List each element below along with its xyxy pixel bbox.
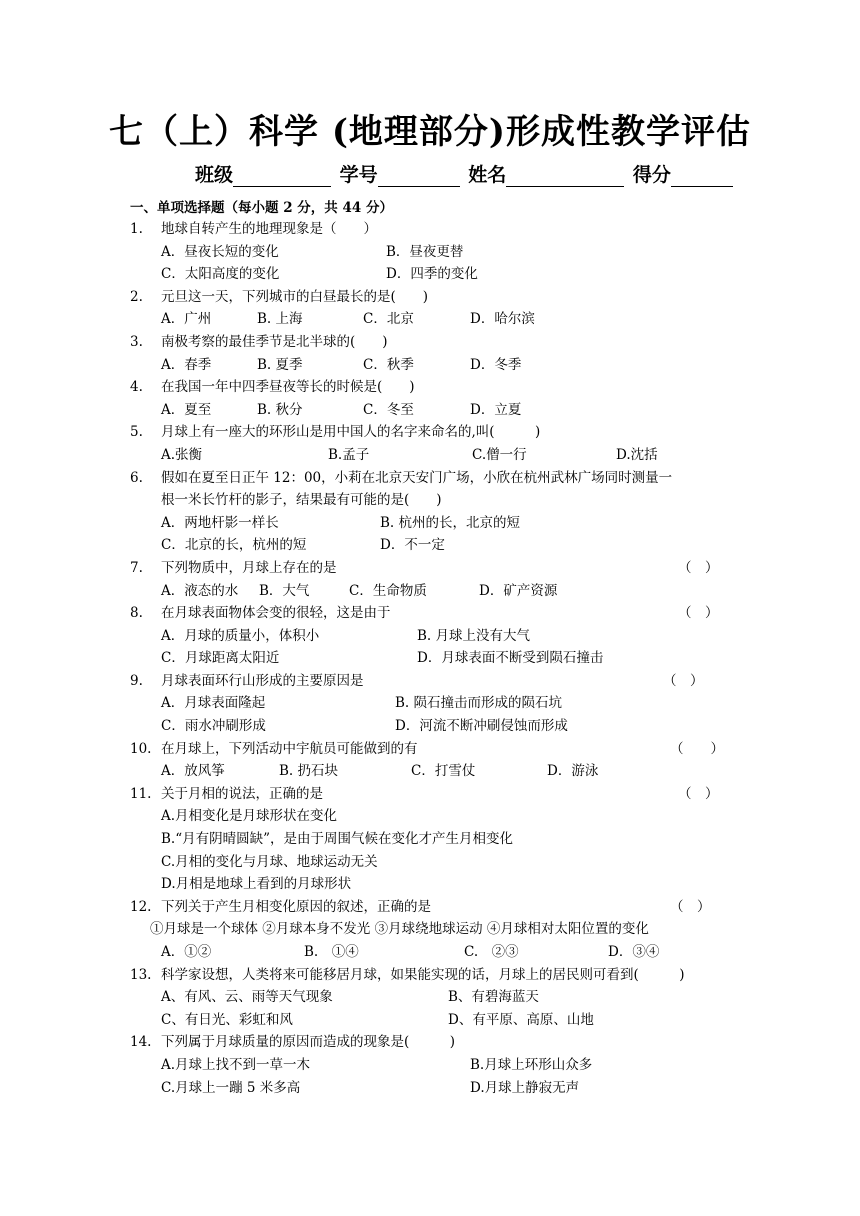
option-a[interactable]: A．月球的质量小，体积小 (161, 627, 320, 644)
option-b[interactable]: B. 扔石块 (279, 763, 339, 780)
name-label: 姓名 (468, 164, 507, 186)
answer-parentheses[interactable]: （ ） (670, 898, 711, 915)
question-3 (130, 331, 740, 354)
option-row (130, 534, 740, 557)
question-stem: 下列关于产生月相变化原因的叙述，正确的是 (161, 898, 431, 915)
question-number: 4. (130, 379, 143, 396)
question-stem: 元旦这一天，下列城市的白昼最长的是( ) (161, 288, 429, 305)
option-d[interactable]: D．③④ (608, 944, 660, 960)
option-a[interactable]: A．①② (161, 944, 212, 960)
question-stem: 地球自转产生的地理现象是（ ） (161, 221, 377, 237)
option-d[interactable]: D．矿产资源 (479, 582, 558, 599)
question-stem: 下列物质中，月球上存在的是 (161, 559, 337, 576)
option-row (130, 715, 740, 738)
option-row (130, 354, 740, 377)
option-d[interactable]: D．游泳 (547, 763, 599, 780)
option-d[interactable]: D．哈尔滨 (470, 311, 535, 328)
question-number: 5. (130, 424, 143, 441)
question-stem: 在月球表面物体会变的很轻，这是由于 (161, 605, 391, 622)
question-10 (130, 738, 740, 761)
statement-list: ①月球是一个球体 ②月球本身不发光 ③月球绕地球运动 ④月球相对太阳位置的变化 (150, 921, 649, 938)
question-7 (130, 557, 740, 580)
question-number: 13. (130, 966, 152, 983)
option-row (130, 444, 740, 467)
score-blank[interactable] (671, 166, 733, 187)
option-a[interactable]: A．夏至 (161, 401, 212, 418)
question-number: 14. (130, 1034, 152, 1051)
question-stem-continuation (130, 489, 740, 512)
answer-parentheses[interactable]: （ ） (678, 605, 719, 622)
option-row (130, 873, 740, 896)
option-b[interactable]: B．大气 (259, 582, 310, 599)
question-12 (130, 896, 740, 919)
option-d[interactable]: D．立夏 (470, 401, 522, 418)
option-b[interactable]: B. 秋分 (257, 401, 303, 418)
answer-parentheses[interactable]: （ ） (678, 785, 719, 802)
option-b[interactable]: B.月球上环形山众多 (470, 1056, 593, 1073)
option-d[interactable]: D．四季的变化 (386, 266, 478, 283)
option-c[interactable]: C、有日光、彩虹和风 (161, 1011, 293, 1028)
student-info-row (195, 160, 735, 187)
option-d[interactable]: D.月球上静寂无声 (470, 1079, 580, 1096)
option-c[interactable]: C.月相的变化与月球、地球运动无关 (161, 853, 378, 870)
question-number: 7. (130, 559, 143, 576)
option-row (130, 692, 740, 715)
question-number: 8. (130, 605, 143, 622)
option-row (130, 647, 740, 670)
question-stem: 月球上有一座大的环形山是用中国人的名字来命名的,叫( ) (161, 424, 541, 441)
option-b[interactable]: B. 陨石撞击而形成的陨石坑 (395, 695, 563, 712)
question-stem: 假如在夏至日正午 12：00，小莉在北京天安门广场，小欣在杭州武林广场同时测量一 (161, 469, 673, 486)
question-stem-line2: 根一米长竹杆的影子，结果最有可能的是( ) (161, 492, 442, 509)
question-11 (130, 783, 740, 806)
option-row (130, 828, 740, 851)
option-row (130, 580, 740, 603)
class-blank[interactable] (233, 166, 331, 187)
option-a[interactable]: A．昼夜长短的变化 (161, 243, 279, 260)
option-d[interactable]: D．河流不断冲刷侵蚀而形成 (395, 718, 568, 735)
option-a[interactable]: A．两地杆影一样长 (161, 514, 279, 531)
option-c[interactable]: C.月球上一蹦 5 米多高 (161, 1079, 301, 1096)
question-14 (130, 1031, 740, 1054)
score-label: 得分 (632, 164, 671, 186)
option-row (130, 625, 740, 648)
option-b[interactable]: B. 杭州的长，北京的短 (380, 514, 521, 531)
question-9 (130, 670, 740, 693)
option-b[interactable]: B.“月有阴晴圆缺”，是由于周围气候在变化才产生月相变化 (161, 831, 514, 848)
option-b[interactable]: B. 月球上没有大气 (417, 627, 531, 644)
option-c[interactable]: C．北京 (363, 311, 414, 328)
option-b[interactable]: B. 上海 (257, 311, 303, 328)
option-row (130, 263, 740, 286)
option-d[interactable]: D．冬季 (470, 356, 522, 373)
question-4 (130, 376, 740, 399)
option-d[interactable]: D、有平原、高原、山地 (448, 1011, 594, 1028)
option-d[interactable]: D．不一定 (380, 537, 445, 554)
option-a[interactable]: A．液态的水 (161, 582, 239, 599)
question-list (130, 218, 740, 1099)
question-2 (130, 286, 740, 309)
question-stem: 南极考察的最佳季节是北半球的( ) (161, 333, 388, 350)
question-stem: 在我国一年中四季昼夜等长的时候是( ) (161, 379, 415, 396)
option-row (130, 851, 740, 874)
question-1 (130, 218, 740, 241)
answer-parentheses[interactable]: （ ） (678, 559, 719, 576)
question-number: 9. (130, 672, 143, 689)
question-number: 12. (130, 898, 152, 915)
class-label: 班级 (195, 164, 234, 186)
question-number: 3. (130, 333, 143, 350)
option-row (130, 805, 740, 828)
answer-parentheses[interactable]: （ ） (663, 672, 704, 689)
question-number: 2. (130, 288, 143, 305)
option-a[interactable]: A.月相变化是月球形状在变化 (161, 808, 338, 825)
question-number: 1. (130, 221, 143, 237)
option-a[interactable]: A.月球上找不到一草一木 (161, 1056, 311, 1073)
question-13 (130, 964, 740, 987)
option-c[interactable]: C．月球距离太阳近 (161, 650, 280, 667)
question-6 (130, 467, 740, 490)
option-row (130, 941, 740, 964)
question-5 (130, 421, 740, 444)
option-row (130, 241, 740, 264)
option-row (130, 399, 740, 422)
question-stem: 在月球上，下列活动中宇航员可能做到的有 (161, 740, 418, 757)
option-c[interactable]: C．雨水冲刷形成 (161, 718, 266, 735)
question-stem: 关于月相的说法，正确的是 (161, 785, 323, 802)
page-title: 七（上）科学 (地理部分)形成性教学评估 (108, 112, 751, 152)
number-label: 学号 (339, 164, 378, 186)
option-a[interactable]: A．广州 (161, 311, 212, 328)
option-c[interactable]: C．秋季 (363, 356, 414, 373)
option-d[interactable]: D．月球表面不断受到陨石撞击 (417, 650, 604, 667)
option-c[interactable]: C．打雪仗 (411, 763, 476, 780)
option-a[interactable]: A．放风筝 (161, 763, 225, 780)
question-number: 10. (130, 740, 152, 757)
option-row (130, 512, 740, 535)
option-b[interactable]: B、有碧海蓝天 (448, 989, 539, 1006)
option-row (130, 1009, 740, 1032)
option-c[interactable]: C．北京的长，杭州的短 (161, 537, 307, 554)
question-stem: 科学家设想，人类将来可能移居月球，如果能实现的话，月球上的居民则可看到( ) (161, 966, 685, 983)
option-a[interactable]: A．春季 (161, 356, 212, 373)
option-row (130, 308, 740, 331)
option-row (130, 760, 740, 783)
statement-row (130, 918, 740, 941)
question-number: 6. (130, 469, 143, 486)
option-a[interactable]: A、有风、云、雨等天气现象 (161, 989, 333, 1006)
option-c[interactable]: C．冬至 (363, 401, 414, 418)
option-b[interactable]: B．昼夜更替 (386, 243, 464, 260)
option-row (130, 1054, 740, 1077)
option-row (130, 986, 740, 1009)
option-a[interactable]: A．月球表面隆起 (161, 695, 266, 712)
question-8 (130, 602, 740, 625)
option-d[interactable]: D.沈括 (616, 446, 658, 463)
option-c[interactable]: C. ②③ (464, 944, 519, 960)
question-number: 11. (130, 785, 152, 802)
option-b[interactable]: B.孟子 (328, 446, 370, 463)
option-c[interactable]: C．太阳高度的变化 (161, 266, 280, 283)
option-row (130, 1077, 740, 1100)
name-blank[interactable] (506, 166, 624, 187)
option-a[interactable]: A.张衡 (161, 446, 203, 463)
option-c[interactable]: C．生命物质 (349, 582, 427, 599)
option-b[interactable]: B. 夏季 (257, 356, 303, 373)
question-stem: 月球表面环行山形成的主要原因是 (161, 672, 364, 689)
option-b[interactable]: B. ①④ (304, 944, 359, 960)
answer-parentheses[interactable]: （ ） (670, 740, 724, 757)
number-blank[interactable] (378, 166, 460, 187)
question-stem: 下列属于月球质量的原因而造成的现象是( ) (161, 1034, 456, 1051)
section-heading: 一、单项选择题（每小题 2 分，共 44 分） (130, 200, 393, 216)
option-c[interactable]: C.僧一行 (472, 446, 527, 463)
option-d[interactable]: D.月相是地球上看到的月球形状 (161, 876, 352, 893)
